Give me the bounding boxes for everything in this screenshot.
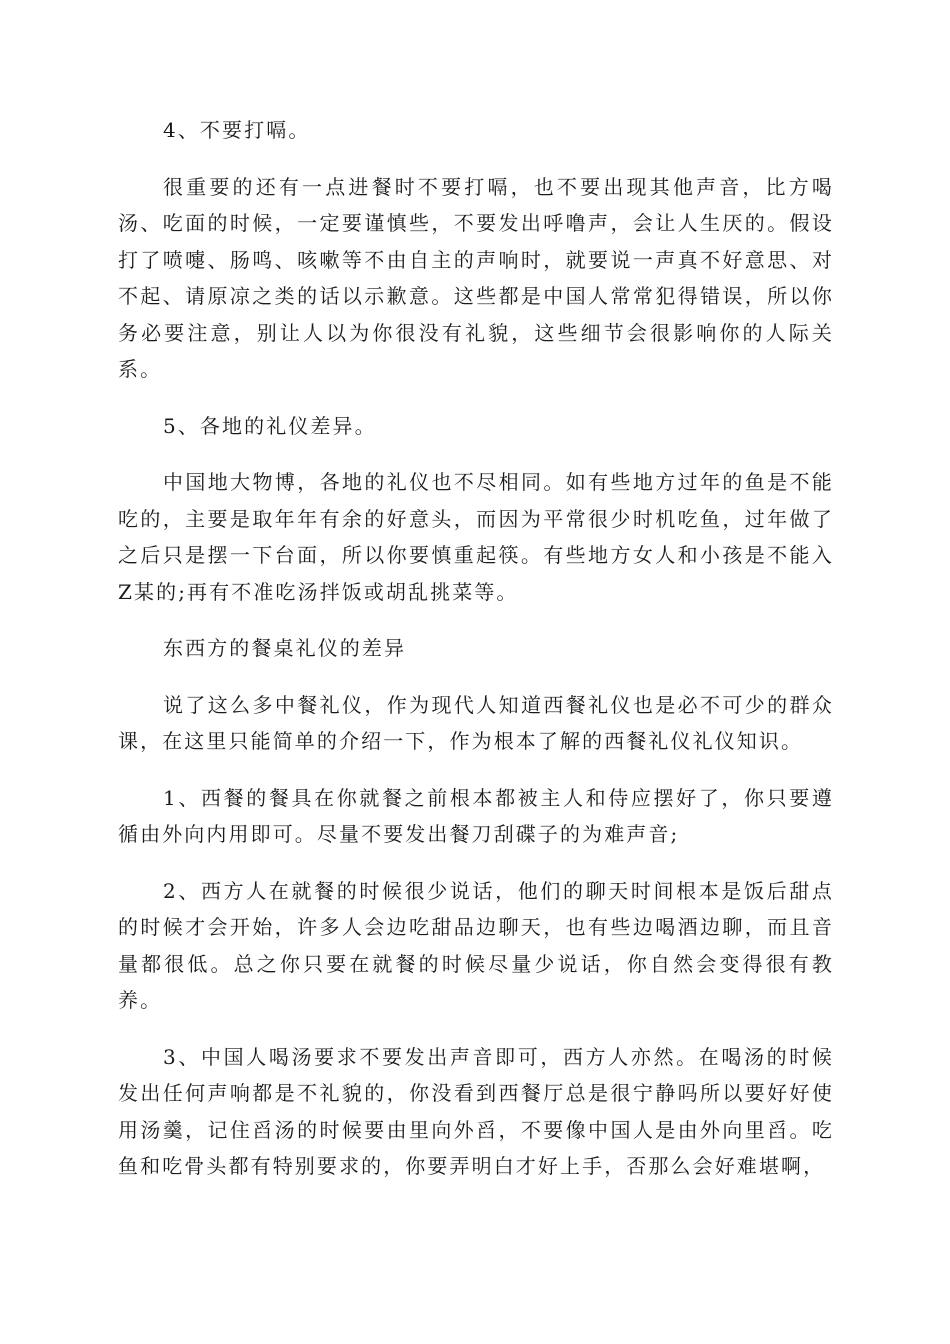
paragraph-western-talking: 2、西方人在就餐的时候很少说话，他们的聊天时间根本是饭后甜点的时候才会开始，许多人会边吃甜品边聊天，也有些边喝酒边聊，而且音量都很低。总之你只要在就餐的时候尽量少说话，你自然会变得很有教养。: [118, 878, 834, 1012]
paragraph-western-intro: 说了这么多中餐礼仪，作为现代人知道西餐礼仪也是必不可少的群众课，在这里只能简单的介绍一下，作为根本了解的西餐礼仪礼仪知识。: [118, 692, 834, 753]
section-heading-east-west: 东西方的餐桌礼仪的差异: [163, 636, 407, 660]
paragraph-western-tableware: 1、西餐的餐具在你就餐之前根本都被主人和侍应摆好了，你只要遵循由外向内用即可。尽量不要发出餐刀刮碟子的为难声音;: [118, 785, 834, 846]
paragraph-no-burping: 很重要的还有一点进餐时不要打嗝，也不要出现其他声音，比方喝汤、吃面的时候，一定要谨慎些，不要发出呼噜声，会让人生厌的。假设打了喷嚏、肠鸣、咳嗽等不由自主的声响时，就要说一声真不好意思、对不起、请原凉之类的话以示歉意。这些都是中国人常常犯得错误，所以你务必要注意，别让人以为你很没有礼貌，这些细节会很影响你的人际关系。: [118, 174, 834, 381]
section-heading-regional-etiquette: 5、各地的礼仪差异。: [163, 413, 377, 438]
section-heading-no-burping: 4、不要打嗝。: [163, 118, 311, 142]
paragraph-regional-etiquette: 中国地大物博，各地的礼仪也不尽相同。如有些地方过年的鱼是不能吃的，主要是取年年有余的好意头，而因为平常很少时机吃鱼，过年做了之后只是摆一下台面，所以你要慎重起筷。有些地方女人和小孩是不能入Z某的;再有不准吃汤拌饭或胡乱挑菜等。: [118, 470, 834, 604]
document-page: [118, 112, 834, 1205]
paragraph-western-soup: 3、中国人喝汤要求不要发出声音即可，西方人亦然。在喝汤的时候发出任何声响都是不礼貌的，你没看到西餐厅总是很宁静吗所以要好好使用汤羹，记住舀汤的时候要由里向外舀，不要像中国人是由外向里舀。吃鱼和吃骨头都有特别要求的，你要弄明白才好上手，否那么会好难堪啊，: [118, 1044, 834, 1178]
